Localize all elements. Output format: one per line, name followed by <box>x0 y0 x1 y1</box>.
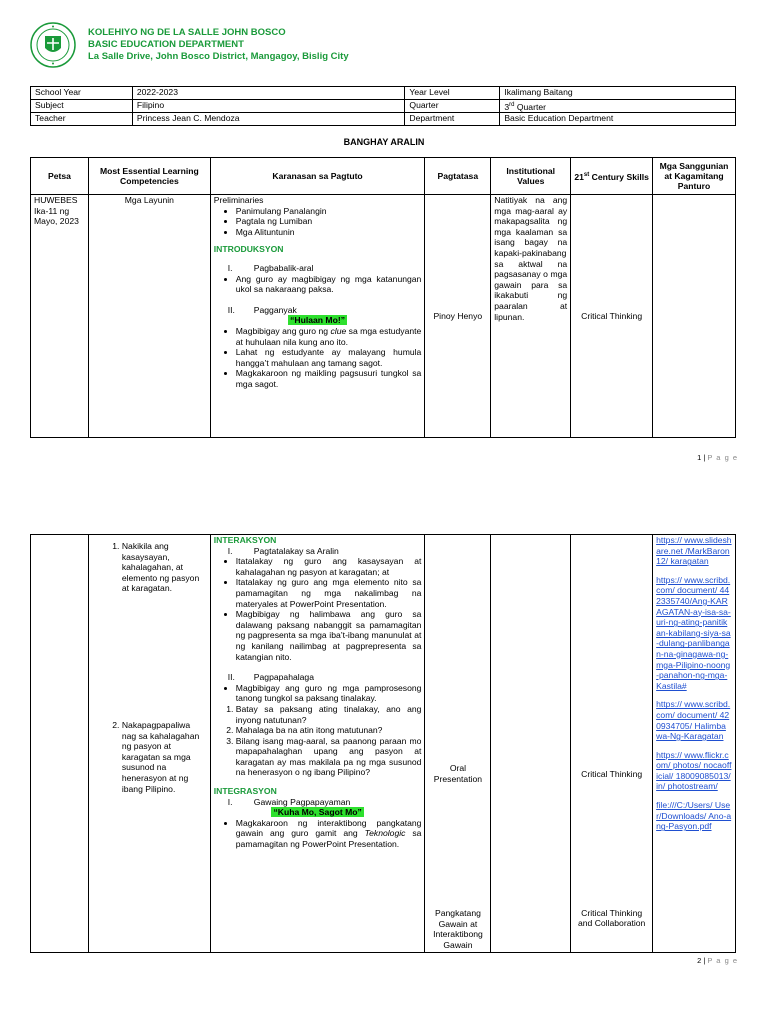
game-title-hulaan: “Hulaan Mo!” <box>290 315 345 326</box>
col-header-sanggunian: Mga Sanggunian at Kagamitang Panturo <box>653 158 736 195</box>
melc-cell <box>88 535 210 953</box>
pagtatasa-pangkatang: Pangkatang Gawain at Interaktibong Gawain <box>433 908 483 950</box>
list-item: • Panimulang Panalangin <box>236 206 422 217</box>
section-heading-integrasyon: INTEGRASYON <box>213 786 277 797</box>
list-item: • Mga Alituntunin <box>236 227 422 238</box>
sanggunian-cell <box>653 535 736 953</box>
pagtatasa-cell <box>425 535 491 953</box>
lesson-plan-table <box>30 157 736 438</box>
document-title: BANGHAY ARALIN <box>343 137 425 147</box>
question-item: 3. Bilang isang mag-aaral, sa paanong paraan mo mapapahalaghan upang ang pasyon at karagatan ay mas makilala pa ng mga susunod na henerasyon o ng ibang Pilipino? <box>236 736 422 778</box>
list-item: • Lahat ng estudyante ay malayang humula hangga’t mahulaan ang tamang sagot. <box>236 347 422 368</box>
game-title-kuha-mo: “Kuha Mo, Sagot Mo” <box>273 807 362 818</box>
preliminaries-label: Preliminaries <box>213 195 264 205</box>
roman-numeral: I. <box>227 545 233 556</box>
melc-cell: Mga Layunin <box>88 195 210 438</box>
page-number-1: 1 | P a g e <box>697 453 738 462</box>
lesson-plan-table-continued <box>30 534 736 953</box>
list-item: • Magbibigay ang guro ng mga pamprosesong tanong tungkol sa paksang tinalakay. <box>236 683 422 704</box>
karanasan-cell <box>210 195 425 438</box>
teacher-label: Teacher <box>31 113 133 126</box>
info-table <box>30 86 736 126</box>
list-item: 1. Nakikila ang kasaysayan, kahalagahan, at elemento ng pasyon at karagatan. <box>122 541 207 594</box>
values-cell <box>491 535 571 953</box>
subject-label: Subject <box>31 100 133 113</box>
department-label: Department <box>405 113 500 126</box>
petsa-cell <box>31 535 89 953</box>
roman-numeral: I. <box>227 262 233 273</box>
reference-link[interactable]: https:// www.slideshare.net /MarkBaron12/ karagatan <box>656 535 732 567</box>
petsa-day: HUWEBES <box>34 195 78 205</box>
reference-link[interactable]: https:// www.scribd.com/ document/ 442335740/Ang-KARAGATAN-ay-isa-sa-uri-ng-ating-panitikan-kabilang-siya-sa-dulang-panlibangan-na-ginagawa-ng-mga-Pilipino-noong-panahon-ng-mga-Kastila# <box>656 574 731 691</box>
skills-cell: Critical Thinking <box>571 195 653 438</box>
school-header <box>30 22 750 68</box>
subject-value: Filipino <box>132 100 405 113</box>
col-header-petsa: Petsa <box>31 158 89 195</box>
col-header-pagtatasa: Pagtatasa <box>425 158 491 195</box>
skills-collaboration: Critical Thinking and Collaboration <box>577 907 646 929</box>
section-heading-introduksyon: INTRODUKSYON <box>213 244 284 255</box>
list-item: 2. Nakapagpapaliwa nag sa kahalagahan ng pasyon at karagatan sa mga susunod na henerasyon at ng ibang Pilipino. <box>122 720 207 794</box>
petsa-cell <box>31 195 89 438</box>
list-item: • Itatalakay ng guro ang kasaysayan at kahalagahan ng pasyon at karagatan; at <box>236 556 422 577</box>
skills-critical-thinking: Critical Thinking <box>581 769 643 779</box>
list-item: • Magbibigay ang guro ng clue sa mga estudyante at huhulaan nila kung ano ito. <box>236 326 422 347</box>
karanasan-cell <box>210 535 425 953</box>
col-header-skills: 21st Century Skills <box>571 158 653 195</box>
school-address: La Salle Drive, John Bosco District, Mangagoy, Bislig City <box>88 51 349 62</box>
subheading-pagbabalik: Pagbabalik-aral <box>253 262 314 273</box>
petsa-date: Ika-11 ng <box>34 205 70 216</box>
teacher-value: Princess Jean C. Mendoza <box>132 113 405 126</box>
reference-link[interactable]: file:///C:/Users/ User/Downloads/ Ano-ang-Pasyon.pdf <box>656 800 732 832</box>
subheading-gawain: Gawaing Pagpapayaman <box>253 796 351 807</box>
petsa-month: Mayo, 2023 <box>34 216 79 227</box>
roman-numeral: II. <box>227 304 235 315</box>
page-number-2: 2 | P a g e <box>697 956 738 965</box>
subheading-pagganyak: Pagganyak <box>253 304 297 315</box>
subheading-pagpapahalaga: Pagpapahalaga <box>253 672 314 683</box>
school-year-label: School Year <box>31 87 133 100</box>
pagtatasa-cell: Pinoy Henyo <box>425 195 491 438</box>
question-item: 2. Mahalaga ba na atin itong matutunan? <box>236 725 422 736</box>
values-cell: Natitiyak na ang mga mag-aaral ay makapagsalita ng mga kaalaman sa isang bagay na kapaki-pakinabang sa aktwal na pagsasanay o mga gawain para sa ikakabuti ng paaralan at lipunan. <box>491 195 571 438</box>
reference-link[interactable]: https:// www.flickr.com/ photos/ nocaofficial/ 18009085013/in/ photostream/ <box>656 749 732 792</box>
school-department: BASIC EDUCATION DEPARTMENT <box>88 39 244 50</box>
list-item: • Magkakaroon ng maikling pagsusuri tungkol sa mga sagot. <box>236 368 422 389</box>
list-item: • Magbibigay ng halimbawa ang guro sa dalawang paksang nabanggit sa pamamagitan ng pagpresenta sa mga iba’t-ibang manunulat at ng kanilang nailimbag at pagprepresenta sa katangian nito. <box>236 609 422 662</box>
list-item: • Magkakaroon ng interaktibong pangkatang gawain ang guro gamit ang Teknologic sa pamamagitan ng PowerPoint Presentation. <box>236 818 422 850</box>
sanggunian-cell <box>653 195 736 438</box>
year-level-label: Year Level <box>405 87 500 100</box>
year-level-value: Ikalimang Baitang <box>500 87 736 100</box>
list-item: • Itatalakay ng guro ang mga elemento nito sa pamamagitan ng mga nakalimbag na materyales at PowerPoint Presentation. <box>236 577 422 609</box>
col-header-values: Institutional Values <box>491 158 571 195</box>
school-name: KOLEHIYO NG DE LA SALLE JOHN BOSCO <box>88 27 286 38</box>
school-seal-logo <box>30 22 76 68</box>
section-heading-interaksyon: INTERAKSYON <box>213 535 277 545</box>
melc-list-2 <box>92 720 207 794</box>
document-page-2 <box>0 520 768 1024</box>
school-year-value: 2022-2023 <box>132 87 405 100</box>
col-header-melc: Most Essential Learning Competencies <box>88 158 210 195</box>
document-page-1 <box>0 0 768 468</box>
roman-numeral: II. <box>227 672 235 683</box>
department-value: Basic Education Department <box>500 113 736 126</box>
pagtatasa-oral: Oral Presentation <box>433 763 483 784</box>
list-item: • Ang guro ay magbibigay ng mga katanungan ukol sa nakaraang paksa. <box>236 274 422 295</box>
page-gap <box>0 468 768 520</box>
subheading-pagtatalakay: Pagtatalakay sa Aralin <box>253 545 339 556</box>
roman-numeral: I. <box>227 796 233 807</box>
reference-link[interactable]: https:// www.scribd.com/ document/ 420934705/ Halimbawa-Ng-Karagatan <box>656 699 731 742</box>
col-header-karanasan: Karanasan sa Pagtuto <box>210 158 425 195</box>
melc-list <box>92 541 207 594</box>
question-item: 1. Batay sa paksang ating tinalakay, ano ang inyong natutunan? <box>236 704 422 725</box>
quarter-label: Quarter <box>405 100 500 113</box>
quarter-value: 3rd Quarter <box>500 100 736 113</box>
preliminaries-list <box>214 206 422 238</box>
list-item: • Pagtala ng Lumiban <box>236 216 422 227</box>
skills-cell <box>571 535 653 953</box>
